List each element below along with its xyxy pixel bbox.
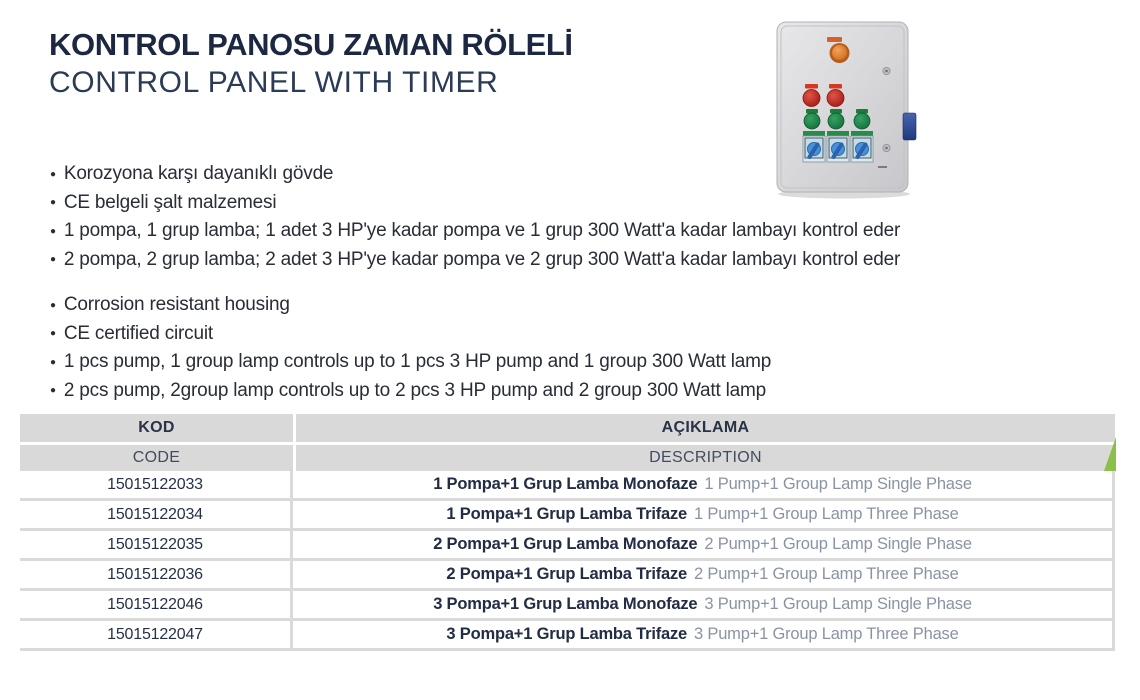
description-english: 2 Pump+1 Group Lamp Single Phase (704, 535, 972, 553)
header-code-en: CODE (20, 445, 293, 471)
green-start-button (854, 113, 870, 129)
description-cell (293, 531, 1112, 558)
feature-item: ● Korozyona karşı dayanıklı gövde (50, 160, 900, 189)
green-start-button (828, 113, 844, 129)
amber-pilot-lens (832, 45, 847, 60)
description-english: 3 Pump+1 Group Lamp Single Phase (704, 595, 972, 613)
red-stop-button (803, 90, 820, 107)
header-code-tr: KOD (20, 414, 293, 442)
description-turkish: 3 Pompa+1 Grup Lamba Trifaze (446, 625, 688, 643)
feature-list-turkish (50, 160, 900, 274)
description-turkish: 2 Pompa+1 Grup Lamba Trifaze (446, 565, 688, 583)
description-cell (293, 561, 1112, 588)
page-title-block (49, 26, 573, 101)
red-label (805, 84, 818, 89)
feature-item: ● 2 pompa, 2 grup lamba; 2 adet 3 HP'ye kadar pompa ve 2 grup 300 Watt'a kadar lambayı kontrol eder (50, 246, 900, 275)
screw-icon (885, 147, 888, 150)
table-row (20, 561, 1112, 591)
code-cell: 15015122036 (20, 561, 293, 588)
code-cell: 15015122046 (20, 591, 293, 618)
feature-item: ● 1 pcs pump, 1 group lamp controls up to 1 pcs 3 HP pump and 1 group 300 Watt lamp (50, 348, 771, 377)
rotary-selector-switch (803, 131, 825, 162)
table-row (20, 531, 1112, 561)
table-header-row-en (20, 445, 1115, 471)
description-cell (293, 591, 1112, 618)
feature-list-english (50, 291, 771, 405)
description-english: 2 Pump+1 Group Lamp Three Phase (694, 565, 959, 583)
spec-table (20, 414, 1115, 651)
feature-item: ● CE belgeli şalt malzemesi (50, 189, 900, 218)
header-desc-tr: AÇIKLAMA (296, 414, 1115, 442)
red-label (829, 84, 842, 89)
header-desc-en: DESCRIPTION (296, 445, 1115, 471)
description-turkish: 3 Pompa+1 Grup Lamba Monofaze (433, 595, 698, 613)
amber-label (827, 37, 842, 42)
page-title-turkish: KONTROL PANOSU ZAMAN RÖLELİ (49, 27, 573, 62)
feature-item: ● CE certified circuit (50, 320, 771, 349)
table-row (20, 591, 1112, 621)
table-row (20, 501, 1112, 531)
table-row (20, 471, 1112, 501)
rotary-selector-switch (851, 131, 873, 162)
description-turkish: 1 Pompa+1 Grup Lamba Trifaze (446, 505, 688, 523)
code-cell: 15015122047 (20, 621, 293, 648)
green-start-button (804, 113, 820, 129)
description-english: 1 Pump+1 Group Lamp Single Phase (704, 475, 972, 493)
rotary-selector-switch (827, 131, 849, 162)
description-cell (293, 501, 1112, 528)
table-header-row-tr (20, 414, 1115, 442)
table-body (20, 471, 1115, 651)
description-cell (293, 621, 1112, 648)
page-title-english: CONTROL PANEL WITH TIMER (49, 66, 499, 99)
feature-item: ● 2 pcs pump, 2group lamp controls up to 2 pcs 3 HP pump and 2 group 300 Watt lamp (50, 377, 771, 406)
code-cell: 15015122035 (20, 531, 293, 558)
feature-item: ● 1 pompa, 1 grup lamba; 1 adet 3 HP'ye kadar pompa ve 1 grup 300 Watt'a kadar lambayı kontrol eder (50, 217, 900, 246)
code-cell: 15015122033 (20, 471, 293, 498)
description-turkish: 1 Pompa+1 Grup Lamba Monofaze (433, 475, 698, 493)
description-cell (293, 471, 1112, 498)
table-row (20, 621, 1112, 651)
description-turkish: 2 Pompa+1 Grup Lamba Monofaze (433, 535, 698, 553)
description-english: 3 Pump+1 Group Lamp Three Phase (694, 625, 959, 643)
screw-icon (885, 70, 888, 73)
code-cell: 15015122034 (20, 501, 293, 528)
feature-item: ● Corrosion resistant housing (50, 291, 771, 320)
red-stop-button (827, 90, 844, 107)
side-clip (903, 113, 916, 140)
description-english: 1 Pump+1 Group Lamp Three Phase (694, 505, 959, 523)
